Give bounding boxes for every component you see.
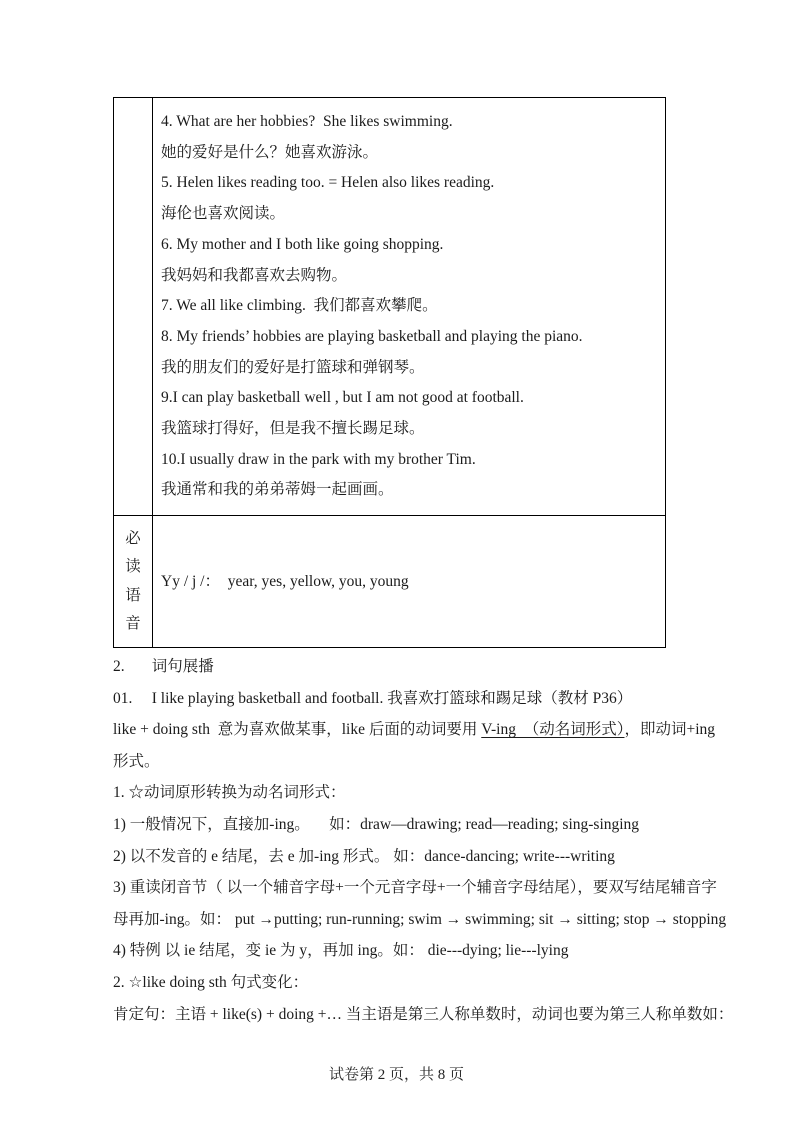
translation-line: 海伦也喜欢阅读。 — [161, 205, 286, 223]
phonics-row-label — [114, 516, 153, 647]
phonics-label-char: 必 — [125, 529, 141, 547]
translation-line: 我妈妈和我都喜欢去购物。 — [161, 266, 348, 284]
body-text-line: 形式。 — [113, 752, 160, 770]
body-text-line: 2. ☆like doing sth 句式变化： — [113, 973, 309, 991]
body-text-line: 2) 以不发音的 e 结尾，去 e 加-ing 形式。 如：dance-dancing; write---writing — [113, 847, 615, 865]
sentence-line: 7. We all like climbing. 我们都喜欢攀爬。 — [161, 297, 438, 315]
sentence-line: 4. What are her hobbies? She likes swimming. — [161, 113, 453, 130]
body-text-line: 母再加-ing。如： put →putting; run-running; swim → swimming; sit → sitting; stop → stopping — [113, 910, 727, 928]
table-sentences-cell — [153, 98, 665, 515]
body-text-line: 3) 重读闭音节（ 以一个辅音字母+一个元音字母+一个辅音字母结尾），要双写结尾辅音字 — [113, 879, 717, 897]
body-text-line: 1. ☆动词原形转换为动名词形式： — [113, 784, 346, 802]
underlined-grammar-term: V-ing （动名词形式） — [481, 721, 625, 739]
body-text-line: 肯定句：主语 + like(s) + doing +… 当主语是第三人称单数时，动词也要为第三人称单数如： — [113, 1005, 734, 1023]
sentence-line: 10.I usually draw in the park with my brother Tim. — [161, 450, 476, 468]
body-text-line: 4) 特例 以 ie 结尾，变 ie 为 y，再加 ing。如： die---dying; lie---lying — [113, 942, 569, 960]
rule-text-post: ，即动词+ing — [624, 721, 716, 739]
section-heading: 2. 词句展播 — [113, 658, 214, 675]
grammar-notes — [113, 651, 734, 1030]
phonics-row — [114, 515, 665, 647]
rule-text-pre: like + doing sth 意为喜欢做某事，like 后面的动词要用 — [113, 721, 482, 739]
translation-line: 她的爱好是什么？她喜欢游泳。 — [161, 143, 379, 161]
translation-line: 我通常和我的弟弟蒂姆一起画画。 — [161, 481, 394, 499]
sentence-line: 6. My mother and I both like going shopping. — [161, 235, 444, 253]
page-footer: 试卷第 2 页，共 8 页 — [328, 1067, 464, 1083]
phonics-label-char: 读 — [125, 558, 141, 576]
exam-table — [113, 97, 666, 648]
phonics-content-cell — [153, 516, 665, 647]
phonics-label-char: 语 — [125, 586, 141, 604]
table-empty-label-cell — [114, 98, 153, 515]
sentence-line: 5. Helen likes reading too. = Helen also likes reading. — [161, 174, 495, 192]
body-text-line: 1) 一般情况下，直接加-ing。 如：draw—drawing; read—reading; sing-singing — [113, 815, 640, 833]
like-doing-rule-line — [113, 714, 716, 746]
table-sentences-row — [114, 98, 665, 515]
sentence-line: 8. My friends’ hobbies are playing basketball and playing the piano. — [161, 327, 583, 345]
item-heading: 01. I like playing basketball and football. 我喜欢打篮球和踢足球（教材 P36） — [113, 689, 633, 707]
phonics-label-char: 音 — [125, 614, 141, 632]
sentence-line: 9.I can play basketball well , but I am not good at football. — [161, 389, 524, 407]
translation-line: 我篮球打得好，但是我不擅长踢足球。 — [161, 420, 425, 438]
phonics-content: Yy / j /： year, yes, yellow, you, young — [161, 572, 409, 590]
translation-line: 我的朋友们的爱好是打篮球和弹钢琴。 — [161, 358, 425, 376]
